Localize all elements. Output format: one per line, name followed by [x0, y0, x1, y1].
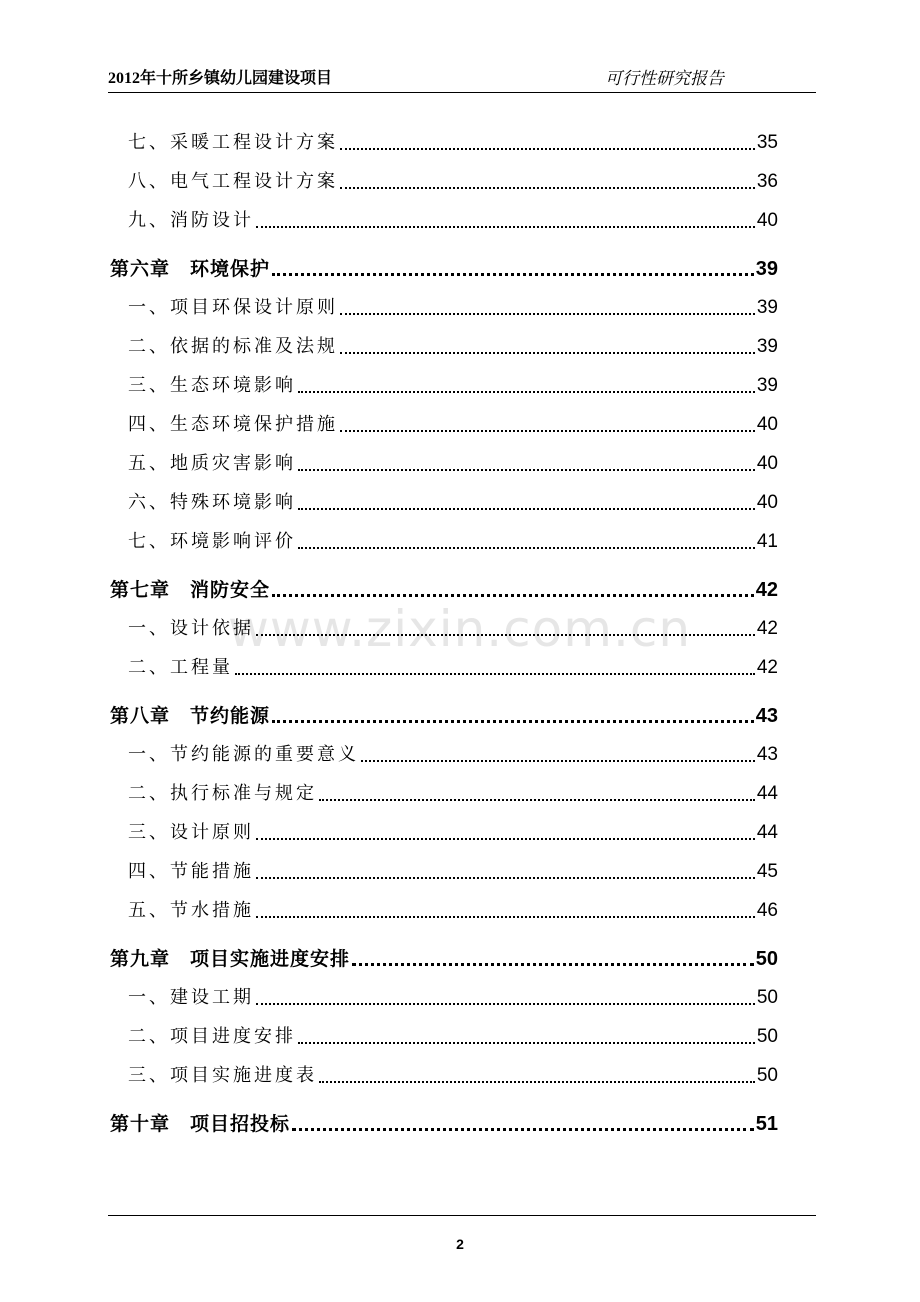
- toc-entry-title: 三、项目实施进度表: [128, 1065, 317, 1086]
- header-project-title: 2012年十所乡镇幼儿园建设项目: [108, 70, 333, 87]
- dot-leader: [298, 469, 755, 471]
- toc-section-entry[interactable]: [110, 155, 778, 194]
- toc-entry-page: 39: [755, 258, 778, 280]
- dot-leader: [256, 1003, 755, 1005]
- dot-leader: [319, 1081, 755, 1083]
- toc-section-entry[interactable]: [110, 971, 778, 1010]
- toc-entry-page: 50: [756, 1065, 778, 1086]
- toc-section-entry[interactable]: [110, 602, 778, 641]
- toc-chapter-entry[interactable]: [110, 554, 778, 602]
- toc-entry-page: 43: [756, 744, 778, 765]
- toc-entry-title: 五、地质灾害影响: [128, 453, 296, 474]
- toc-section-entry[interactable]: [110, 515, 778, 554]
- dot-leader: [292, 1128, 754, 1131]
- toc-section-entry[interactable]: [110, 728, 778, 767]
- toc-entry-title: 第六章 环境保护: [110, 258, 271, 280]
- toc-entry-title: 二、工程量: [128, 657, 233, 678]
- toc-entry-page: 39: [756, 375, 778, 396]
- toc-entry-page: 45: [756, 861, 778, 882]
- toc-entry-title: 四、生态环境保护措施: [128, 414, 338, 435]
- watermark: www.zixin.com.cn: [228, 600, 692, 658]
- toc-entry-page: 50: [756, 987, 778, 1008]
- toc-entry-page: 36: [756, 171, 778, 192]
- dot-leader: [272, 273, 754, 276]
- toc-entry-title: 七、环境影响评价: [128, 531, 296, 552]
- toc-entry-title: 九、消防设计: [128, 210, 254, 231]
- toc-section-entry[interactable]: [110, 398, 778, 437]
- toc-entry-title: 一、建设工期: [128, 987, 254, 1008]
- toc-entry-title: 第十章 项目招投标: [110, 1113, 291, 1135]
- toc-entry-page: 40: [756, 453, 778, 474]
- page-header: [108, 64, 816, 93]
- toc-chapter-entry[interactable]: [110, 680, 778, 728]
- toc-section-entry[interactable]: [110, 806, 778, 845]
- toc-section-entry[interactable]: [110, 845, 778, 884]
- dot-leader: [340, 313, 755, 315]
- dot-leader: [340, 352, 755, 354]
- dot-leader: [298, 1042, 755, 1044]
- dot-leader: [272, 594, 754, 597]
- toc-entry-page: 50: [756, 1026, 778, 1047]
- toc-entry-page: 44: [756, 822, 778, 843]
- dot-leader: [256, 877, 755, 879]
- dot-leader: [256, 916, 755, 918]
- dot-leader: [340, 148, 755, 150]
- dot-leader: [298, 508, 755, 510]
- toc-entry-page: 40: [756, 210, 778, 231]
- toc-entry-page: 44: [756, 783, 778, 804]
- toc-section-entry[interactable]: [110, 437, 778, 476]
- toc-entry-page: 41: [756, 531, 778, 552]
- dot-leader: [298, 391, 755, 393]
- toc-entry-title: 一、项目环保设计原则: [128, 297, 338, 318]
- toc-section-entry[interactable]: [110, 476, 778, 515]
- toc-entry-title: 三、设计原则: [128, 822, 254, 843]
- toc-chapter-entry[interactable]: [110, 923, 778, 971]
- toc-section-entry[interactable]: [110, 1010, 778, 1049]
- toc-entry-page: 46: [756, 900, 778, 921]
- toc-entry-page: 39: [756, 297, 778, 318]
- toc-section-entry[interactable]: [110, 116, 778, 155]
- dot-leader: [319, 799, 755, 801]
- toc-entry-page: 40: [756, 492, 778, 513]
- dot-leader: [298, 547, 755, 549]
- toc-section-entry[interactable]: [110, 194, 778, 233]
- toc-section-entry[interactable]: [110, 320, 778, 359]
- header-report-title: 可行性研究报告: [605, 69, 724, 89]
- dot-leader: [340, 430, 755, 432]
- toc-entry-title: 六、特殊环境影响: [128, 492, 296, 513]
- toc-chapter-entry[interactable]: [110, 1088, 778, 1136]
- dot-leader: [352, 963, 754, 966]
- toc-entry-title: 二、项目进度安排: [128, 1026, 296, 1047]
- toc-entry-page: 40: [756, 414, 778, 435]
- dot-leader: [256, 838, 755, 840]
- toc-entry-page: 35: [756, 132, 778, 153]
- toc-entry-title: 二、执行标准与规定: [128, 783, 317, 804]
- toc-chapter-entry[interactable]: [110, 233, 778, 281]
- dot-leader: [235, 673, 755, 675]
- toc-entry-title: 第七章 消防安全: [110, 579, 271, 601]
- dot-leader: [272, 720, 754, 723]
- toc-entry-title: 第九章 项目实施进度安排: [110, 948, 351, 970]
- toc-entry-page: 42: [756, 618, 778, 639]
- toc-entry-title: 二、依据的标准及法规: [128, 336, 338, 357]
- toc-entry-page: 43: [755, 705, 778, 727]
- page-number: 2: [456, 1236, 464, 1252]
- toc-section-entry[interactable]: [110, 281, 778, 320]
- dot-leader: [340, 187, 755, 189]
- toc-section-entry[interactable]: [110, 359, 778, 398]
- toc-section-entry[interactable]: [110, 767, 778, 806]
- toc-entry-page: 50: [755, 948, 778, 970]
- dot-leader: [256, 226, 755, 228]
- toc-section-entry[interactable]: [110, 884, 778, 923]
- toc-entry-page: 39: [756, 336, 778, 357]
- dot-leader: [361, 760, 755, 762]
- toc-entry-title: 四、节能措施: [128, 861, 254, 882]
- dot-leader: [256, 634, 755, 636]
- toc-entry-title: 八、电气工程设计方案: [128, 171, 338, 192]
- toc-section-entry[interactable]: [110, 641, 778, 680]
- toc-entry-title: 五、节水措施: [128, 900, 254, 921]
- toc-section-entry[interactable]: [110, 1049, 778, 1088]
- toc-entry-title: 一、设计依据: [128, 618, 254, 639]
- toc-entry-title: 七、采暖工程设计方案: [128, 132, 338, 153]
- toc-entry-page: 42: [756, 657, 778, 678]
- toc-entry-page: 42: [755, 579, 778, 601]
- table-of-contents: [110, 116, 778, 1136]
- toc-entry-title: 三、生态环境影响: [128, 375, 296, 396]
- toc-entry-page: 51: [755, 1113, 778, 1135]
- footer-divider: [108, 1215, 816, 1216]
- toc-entry-title: 一、节约能源的重要意义: [128, 744, 359, 765]
- toc-entry-title: 第八章 节约能源: [110, 705, 271, 727]
